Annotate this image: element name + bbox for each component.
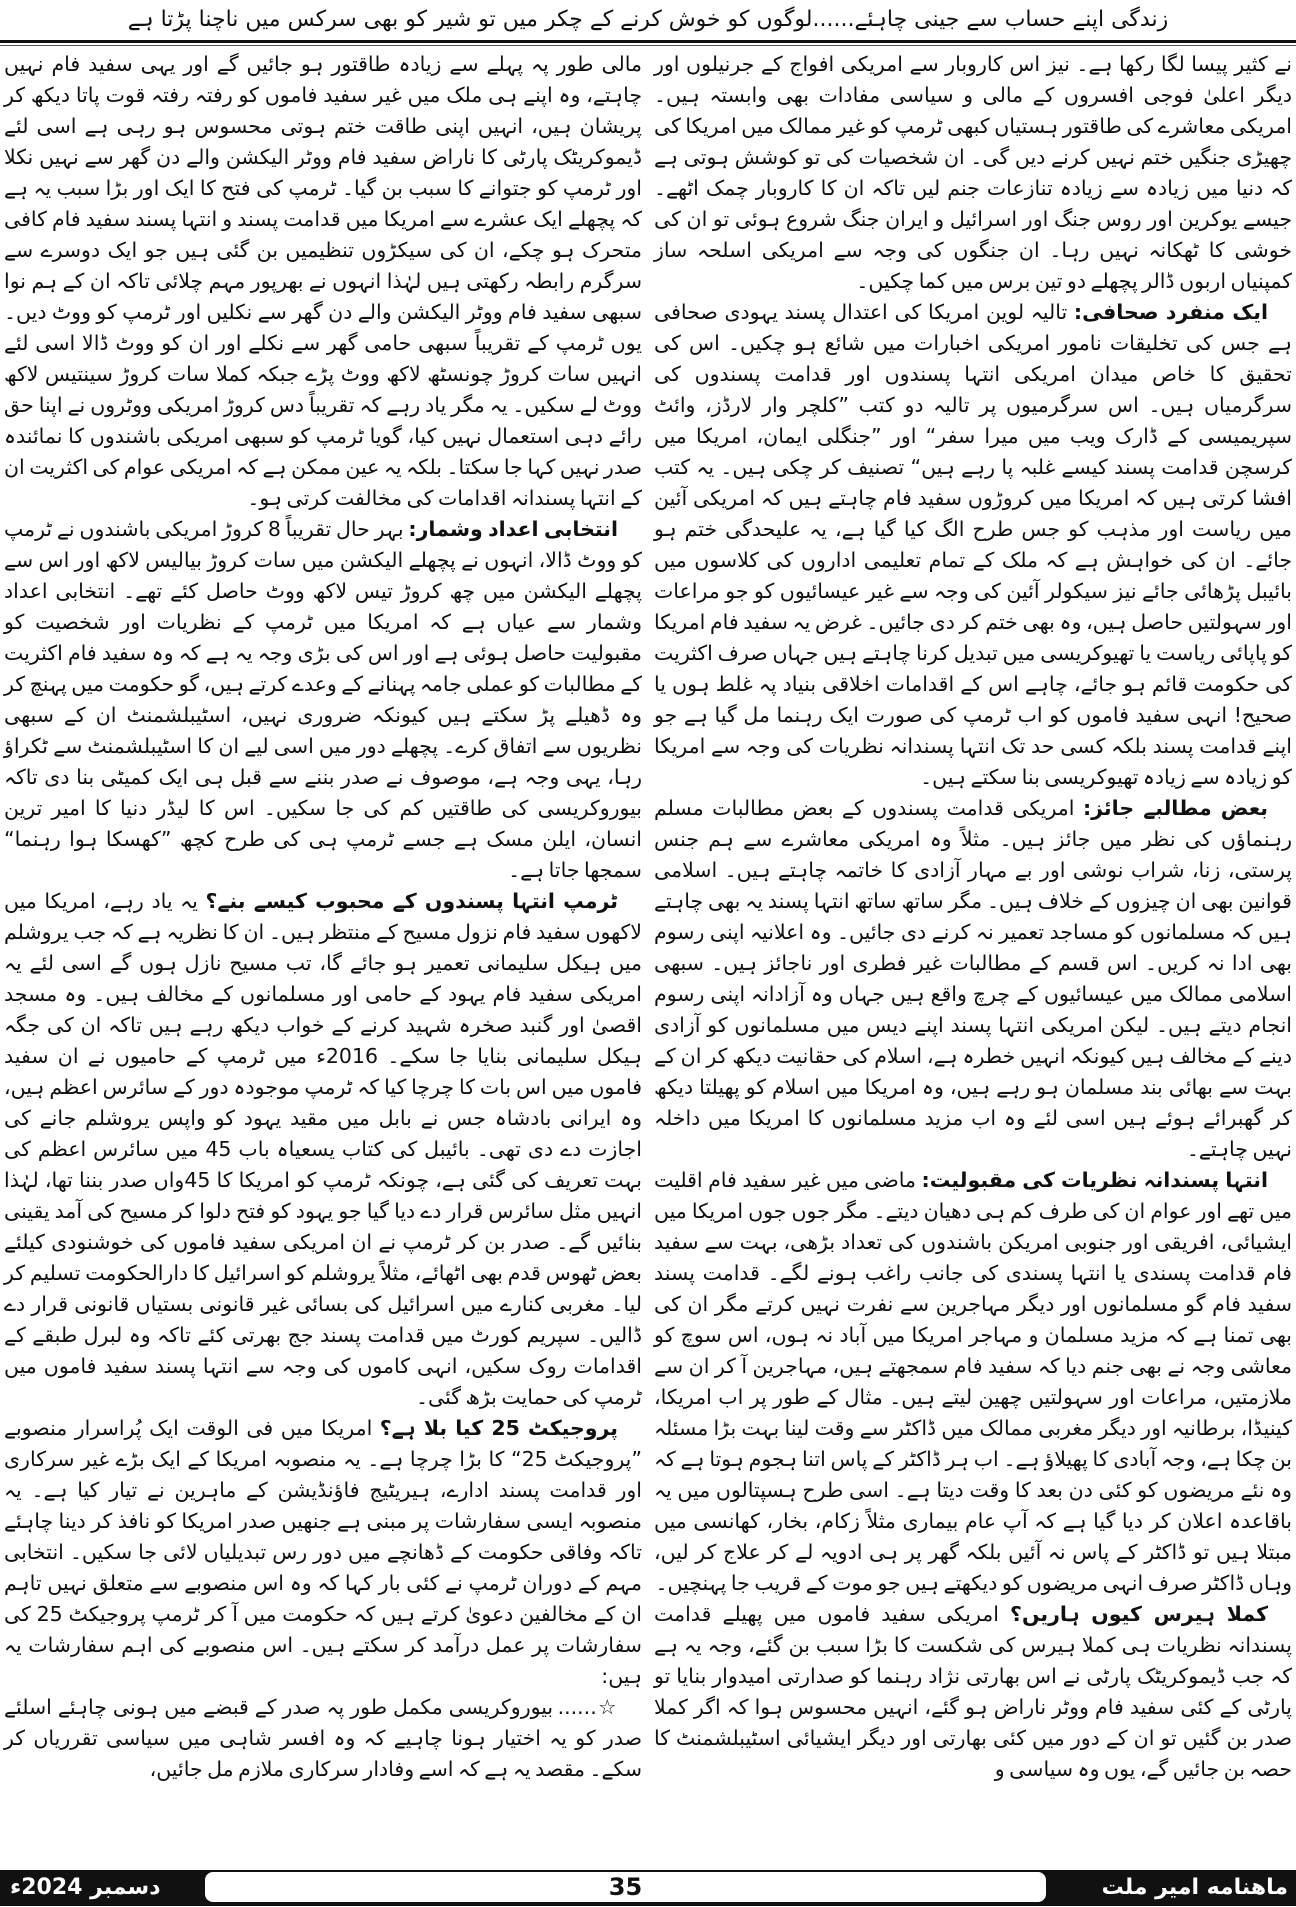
paragraph-heading: بعض مطالبے جائز: (1082, 796, 1268, 820)
paragraph-heading: ٹرمپ انتہا پسندوں کے محبوب کیسے بنے؟ (205, 889, 619, 913)
bullet-item (4, 1692, 642, 1785)
paragraph-heading: انتہا پسندانہ نظریات کی مقبولیت: (921, 1168, 1268, 1192)
article-column-right (654, 49, 1292, 1867)
issue-date: دسمبر 2024ء (10, 1875, 161, 1900)
paragraph-text: مالی طور پہ پہلے سے زیادہ طاقتور ہو جائیں گے اور یہی سفید فام نہیں چاہتے، وہ اپنے ہی ملک میں غیر سفید فاموں کو رفتہ رفتہ قوت پاتا دیکھ کر پریشان ہیں، انہیں اپنی طاقت ختم ہوتی محسوس ہو رہی ہے اسی لئے ڈیموکریٹک پارٹی کا ناراض سفید فام ووٹر الیکشن والے دن گھر سے نہیں نکلا اور ٹرمپ کو جتوانے کا سبب بن گیا۔ ٹرمپ کی فتح کا ایک اور بڑا سبب یہ ہے کہ پچھلے ایک عشرے سے امریکا میں قدامت پسند و انتہا پسند سفید فام کافی متحرک ہو چکے، ان کی سیکڑوں تنظیمیں بن گئی ہیں جو ایک دوسرے سے سرگرم رابطہ رکھتی ہیں لہٰذا انہوں نے بھرپور مہم چلائی تاکہ ان کے ہم نوا سبھی سفید فام ووٹر الیکشن والے دن گھر سے نکلیں اور ٹرمپ کو ووٹ دیں۔ یوں ٹرمپ کے تقریباً سبھی حامی گھر سے نکلے اور ان کو ووٹ ڈالا اسی لئے انہیں سات کروڑ چونسٹھ لاکھ ووٹ پڑے جبکہ کملا سات کروڑ سینتیس لاکھ ووٹ لے سکیں۔ یہ مگر یاد رہے کہ تقریباً دس کروڑ امریکی ووٹروں نے اپنا حق رائے دہی استعمال نہیں کیا، گویا ٹرمپ کو سبھی امریکی باشندوں کا نمائندہ صدر نہیں کہا جا سکتا۔ بلکہ یہ عین ممکن ہے کہ امریکی عوام کی اکثریت ان کے انتہا پسندانہ اقدامات کی مخالفت کرتی ہو۔ (3, 52, 642, 510)
paragraph (4, 514, 642, 886)
paragraph (654, 1599, 1292, 1785)
paragraph-heading: ایک منفرد صحافی: (1073, 300, 1268, 324)
paragraph (654, 49, 1292, 297)
paragraph (4, 49, 642, 514)
header-rule (0, 40, 1296, 43)
paragraph (4, 886, 642, 1413)
paragraph-heading: پروجیکٹ 25 کیا بلا ہے؟ (379, 1416, 618, 1440)
magazine-name: ماهنامه امیر ملت (1101, 1875, 1288, 1900)
paragraph-heading: انتخابی اعداد وشمار: (408, 517, 618, 541)
page-number: 35 (205, 1872, 1046, 1902)
page-footer (0, 1870, 1296, 1906)
paragraph (654, 297, 1292, 793)
paragraph-text: امریکی سفید فاموں میں پھیلے قدامت پسندانہ نظریات ہی کملا ہیرس کی شکست کا بڑا سبب بن گئے، وجہ یہ ہے کہ جب ڈیموکریٹک پارٹی نے اس بھارتی نژاد رہنما کو صدارتی امیدوار بنایا تو پارٹی کے کئی سفید فام ووٹر ناراض ہو گئے، انہیں محسوس ہوا کہ اگر کملا صدر بن گئیں تو ان کے دور میں کئی بھارتی اور دیگر ایشیائی اسٹیبلشمنٹ کا حصہ بن جائیں گے، یوں وہ سیاسی و (654, 1602, 1292, 1781)
paragraph-text: بیوروکریسی مکمل طور پہ صدر کے قبضے میں ہونی چاہئے اسلئے صدر کو یہ اختیار ہونا چاہیے کہ وہ افسر شاہی میں سیاسی تقرریاں کر سکے۔ مقصد یہ ہے کہ اسے وفادار سرکاری ملازم مل جائیں، (4, 1695, 642, 1781)
paragraph (4, 1413, 642, 1692)
paragraph-text: ماضی میں غیر سفید فام اقلیت میں تھے اور عوام ان کی طرف کم ہی دھیان دیتے۔ مگر جوں جوں امریکا میں ایشیائی، افریقی اور جنوبی امریکن باشندوں کی تعداد بڑھی، بہت سے سفید فام قدامت پسندی یا انتہا پسندی کی جانب راغب ہونے لگے۔ قدامت پسند سفید فام گو مسلمانوں اور دیگر مہاجرین سے نفرت نہیں کرتے مگر ان کی بھی تمنا ہے کہ مزید مسلمان و مہاجر امریکا میں آباد نہ ہوں، اس سوچ کو معاشی وجہ نے بھی جنم دیا کہ سفید فام سمجھتے ہیں، مہاجرین آ کر ان سے ملازمتیں، مراعات اور سہولتیں چھین لیتے ہیں۔ مثال کے طور پر اب امریکا، کینیڈا، برطانیہ اور دیگر مغربی ممالک میں ڈاکٹر سے وقت لینا بہت بڑا مسئلہ بن چکا ہے، وجہ آبادی کا پھیلاؤ ہے۔ اب ہر ڈاکٹر کے پاس اتنا ہجوم ہوتا ہے کہ وہ نئے مریضوں کو کئی دن بعد کا وقت دیتا ہے۔ اسی طرح ہسپتالوں میں یہ باقاعدہ اعلان کر دیا گیا ہے کہ آپ عام بیماری مثلاً زکام، بخار، کھانسی میں مبتلا ہیں تو ڈاکٹر کے پاس نہ آئیں بلکہ گھر پر ہی ادویہ لے کر علاج کر لیں، وہاں ڈاکٹر صرف انہی مریضوں کو دیکھتے ہیں جو موت کے قریب جا پہنچیں۔ (654, 1168, 1292, 1595)
paragraph (654, 1165, 1292, 1599)
article-column-left (4, 49, 642, 1867)
paragraph-text: تالیہ لوین امریکا کی اعتدال پسند یہودی صحافی ہے جس کی تخلیقات نامور امریکی اخبارات میں شائع ہو چکیں۔ اس کی تحقیق کا خاص میدان امریکی انتہا پسندوں اور قدامت پسندوں کی سرگرمیاں ہیں۔ اس سرگرمیوں پر تالیہ دو کتب ”کلچر وار لارڈز، وائٹ سپریمیسی کے ڈارک ویب میں میرا سفر“ اور ”جنگلی ایمان، امریکا میں کرسچن قدامت پسند کیسے غلبہ پا رہے ہیں“ تصنیف کر چکی ہیں۔ یہ کتب افشا کرتی ہیں کہ امریکا میں کروڑوں سفید فام چاہتے ہیں کہ امریکی آئین میں ریاست اور مذہب کو جس طرح الگ کیا گیا ہے، یہ علیحدگی ختم ہو جائے۔ ان کی خواہش ہے کہ ملک کے تمام تعلیمی اداروں کی کلاسوں میں بائیبل پڑھائی جائے نیز سیکولر آئین کی وجہ سے غیر عیسائیوں کو جو مراعات اور سہولتیں حاصل ہیں، وہ بھی ختم کر دی جائیں۔ غرض یہ سفید فام امریکا کو پاپائی ریاست یا تھیوکریسی میں تبدیل کرنا چاہتے ہیں جہاں صرف اکثریت کی حکومت قائم ہو جائے، چاہے اس کے اقدامات اخلاقی بنیاد پہ غلط ہوں یا صحیح! انہی سفید فاموں کو اب ٹرمپ کی صورت ایک رہنما مل گیا ہے جو اپنے قدامت پسند بلکہ کسی حد تک انتہا پسندانہ نظریات کی وجہ سے امریکا کو زیادہ سے زیادہ تھیوکریسی بنا سکتے ہیں۔ (654, 300, 1292, 789)
paragraph-text: نے کثیر پیسا لگا رکھا ہے۔ نیز اس کاروبار سے امریکی افواج کے جرنیلوں اور دیگر اعلیٰ فوجی افسروں کے مالی و سیاسی مفادات بھی وابستہ ہیں۔ امریکی معاشرے کی طاقتور ہستیاں کبھی ٹرمپ کو غیر ممالک میں امریکا کی چھیڑی جنگیں ختم نہیں کرنے دیں گی۔ ان شخصیات کی تو کوشش ہوتی ہے کہ دنیا میں زیادہ سے زیادہ تنازعات جنم لیں تاکہ ان کا کاروبار چمک اٹھے۔ جیسے یوکرین اور روس جنگ اور اسرائیل و ایران جنگ شروع ہوئی تو ان کی خوشی کا ٹھکانہ نہیں رہا۔ ان جنگوں کی وجہ سے امریکی اسلحہ ساز کمپنیاں اربوں ڈالر پچھلے دو تین برس میں کما چکیں۔ (654, 52, 1292, 293)
star-bullet-icon: ☆...... (557, 1695, 618, 1719)
paragraph-text: بہر حال تقریباً 8 کروڑ امریکی باشندوں نے ٹرمپ کو ووٹ ڈالا، انہوں نے پچھلے الیکشن میں سات کروڑ بیالیس لاکھ اور اس سے پچھلے الیکشن میں چھ کروڑ تیس لاکھ ووٹ حاصل کئے تھے۔ انتخابی اعداد وشمار سے عیاں ہے کہ امریکا میں ٹرمپ کے نظریات اور شخصیت کو مقبولیت حاصل ہوئی ہے اور اس کی بڑی وجہ یہ ہے کہ وہ سفید فام اکثریت کے مطالبات کو عملی جامہ پہنانے کے وعدے کرتے ہیں، گو حکومت میں پہنچ کر وہ ڈھیلے پڑ سکتے ہیں کیونکہ ضروری نہیں، اسٹیبلشمنٹ ان کے سبھی نظریوں سے اتفاق کرے۔ پچھلے دور میں اسی لیے ان کا اسٹیبلشمنٹ سے ٹکراؤ رہا، یہی وجہ ہے، موصوف نے صدر بننے سے قبل ہی ایک کمیٹی بنا دی تاکہ بیوروکریسی کی طاقتیں کم کی جا سکیں۔ اس کا لیڈر دنیا کا امیر ترین انسان، ایلن مسک ہے جسے ٹرمپ ہی کی طرح کچھ ”کھسکا ہوا رہنما“ سمجھا جاتا ہے۔ (3, 517, 642, 882)
header-rule-thin (0, 45, 1296, 46)
paragraph-text: امریکا میں فی الوقت ایک پُراسرار منصوبے ”پروجیکٹ 25“ کا بڑا چرچا ہے۔ یہ منصوبہ امریکا کے ایک بڑے غیر سرکاری اور قدامت پسند ادارے، ہیریٹیج فاؤنڈیشن کے ماہرین نے تیار کیا ہے۔ یہ منصوبہ ایسی سفارشات پر مبنی ہے جنھیں صدر امریکا کو نافذ کر دینا چاہئے تاکہ وفاقی حکومت کے ڈھانچے میں دور رس تبدیلیاں لائی جا سکیں۔ انتخابی مہم کے دوران ٹرمپ نے کئی بار کہا کہ وہ اس منصوبے سے متعلق نہیں تاہم ان کے مخالفین دعویٰ کرتے ہیں کہ حکومت میں آ کر ٹرمپ پروجیکٹ 25 کی سفارشات پر عمل درآمد کر سکتے ہیں۔ اس منصوبے کی اہم سفارشات یہ ہیں: (4, 1416, 642, 1688)
page-header-quote: زندگی اپنے حساب سے جینی چاہئے......لوگوں کو خوش کرنے کے چکر میں تو شیر کو بھی سرکس میں ناچنا پڑتا ہے (127, 7, 1169, 32)
paragraph (654, 793, 1292, 1165)
paragraph-heading: کملا ہیرس کیوں ہاریں؟ (1010, 1602, 1268, 1626)
paragraph-text: امریکی قدامت پسندوں کے بعض مطالبات مسلم رہنماؤں کی نظر میں جائز ہیں۔ مثلاً وہ امریکی معاشرے سے ہم جنس پرستی، زنا، شراب نوشی اور بے مہار آزادی کا خاتمہ چاہتے ہیں۔ اسلامی قوانین بھی ان چیزوں کے خلاف ہیں۔ مگر ساتھ ساتھ انتہا پسند یہ بھی چاہتے ہیں کہ مسلمانوں کو مساجد تعمیر نہ کرنے دی جائیں۔ وہ اعلانیہ اپنی رسوم بھی ادا نہ کریں۔ اس قسم کے مطالبات غیر فطری اور ناجائز ہیں۔ سبھی اسلامی ممالک میں عیسائیوں کے چرچ واقع ہیں جہاں وہ آزادانہ اپنی رسوم انجام دیتے ہیں۔ لیکن امریکی انتہا پسند اپنے دیس میں مسلمانوں کو آزادی دینے کے مخالف ہیں کیونکہ انہیں خطرہ ہے، اسلام کی حقانیت دیکھ کر ان کے بہت سے بھائی بند مسلمان ہو رہے ہیں، وہ امریکا میں اسلام کو پھیلتا دیکھ کر گھبرائے ہوئے ہیں اسی لئے وہ اب مزید مسلمانوں کا امریکا میں داخلہ نہیں چاہتے۔ (654, 796, 1292, 1161)
paragraph-text: یہ یاد رہے، امریکا میں لاکھوں سفید فام نزول مسیح کے منتظر ہیں۔ ان کا نظریہ ہے کہ جب یروشلم میں ہیکل سلیمانی تعمیر ہو جائے گا، تب مسیح نازل ہوں گے اسی لئے یہ امریکی سفید فام یہود کے حامی اور مسلمانوں کے مخالف ہیں۔ وہ مسجد اقصیٰ اور گنبد صخرہ شہید کرنے کے خواب دیکھ رہے ہیں تاکہ ان کی جگہ ہیکل سلیمانی بنایا جا سکے۔ 2016ء میں ٹرمپ کے حامیوں نے ان سفید فاموں میں اس بات کا چرچا کیا کہ ٹرمپ موجودہ دور کے سائرس اعظم ہیں، وہ ایرانی بادشاہ جس نے بابل میں مقید یہود کو واپس یروشلم جانے کی اجازت دے دی تھی۔ بائیبل کی کتاب یسعیاہ باب 45 میں سائرس اعظم کی بہت تعریف کی گئی ہے، چونکہ ٹرمپ کو امریکا کا 45واں صدر بننا تھا، لہٰذا انہیں مثل سائرس قرار دے دیا گیا جو یہود کو فتح دلوا کر مسیح کی آمد یقینی بنائیں گے۔ صدر بن کر ٹرمپ نے ان امریکی سفید فاموں کی خوشنودی کیلئے بعض ٹھوس قدم بھی اٹھائے، مثلاً یروشلم کو اسرائیل کا دارالحکومت تسلیم کر لیا۔ مغربی کنارے میں اسرائیل کی بسائی غیر قانونی بستیاں قانونی قرار دے ڈالیں۔ سپریم کورٹ میں قدامت پسند جج بھرتی کئے تاکہ وہ لبرل طبقے کے اقدامات روک سکیں، انہی کاموں کی وجہ سے انتہا پسند سفید فاموں میں ٹرمپ کی حمایت بڑھ گئی۔ (4, 889, 642, 1409)
